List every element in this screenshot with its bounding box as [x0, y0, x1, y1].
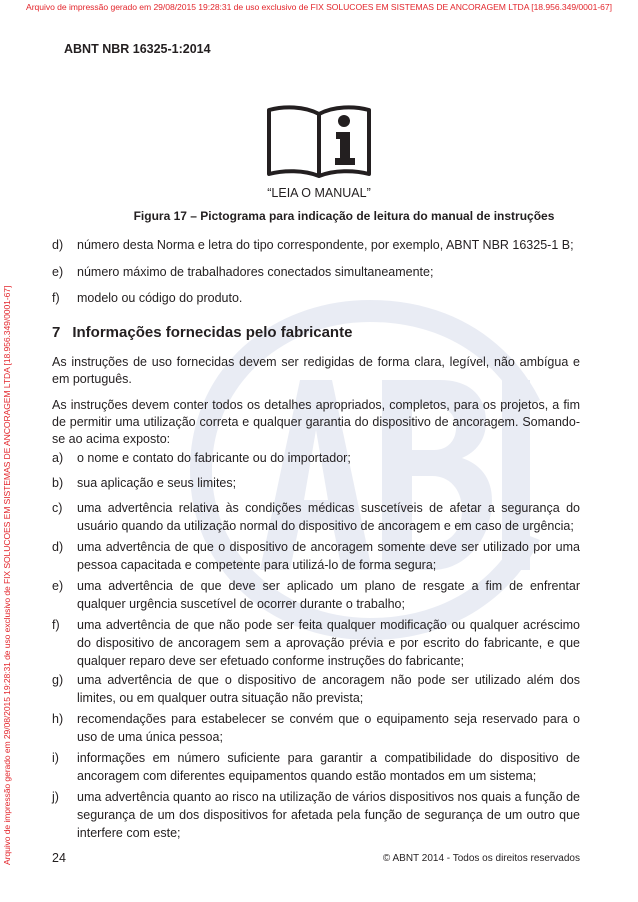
- list-item-text: número desta Norma e letra do tipo correspondente, por exemplo, ABNT NBR 16325-1 B;: [77, 238, 574, 252]
- list-item: [52, 449, 580, 467]
- list-item: [52, 671, 580, 707]
- document-id: ABNT NBR 16325-1:2014: [64, 42, 211, 56]
- list-item-text: uma advertência quanto ao risco na utilização de vários dispositivos nos quais a função de segurança de um dos dispositivos for afetada pela função de segurança de um outro que interfere com este;: [77, 790, 580, 840]
- figure-caption: Figura 17 – Pictograma para indicação de leitura do manual de instruções: [133, 209, 555, 223]
- list-item-label: e): [52, 579, 64, 593]
- list-item-label: c): [52, 501, 63, 515]
- page-number: 24: [52, 851, 66, 865]
- list-item-label: f): [52, 618, 60, 632]
- list-item: [52, 710, 580, 746]
- list-item-text: uma advertência de que não pode ser feita qualquer modificação ou qualquer acréscimo do dispositivo de ancoragem sem a aprovação prévia e por escrito do fabricante, e que qualquer reparo deve ser efetuado conforme instruções do fabricante;: [77, 618, 580, 668]
- copyright-notice: © ABNT 2014 - Todos os direitos reservados: [382, 853, 580, 864]
- section-heading: [52, 324, 352, 341]
- list-item: [52, 499, 580, 535]
- list-item-text: modelo ou código do produto.: [77, 291, 243, 305]
- list-item-label: d): [52, 540, 64, 554]
- list-item-label: i): [52, 751, 59, 765]
- list-item: [52, 289, 580, 307]
- body-paragraph: As instruções de uso fornecidas devem ser redigidas de forma clara, legível, não ambígua e em português.: [52, 355, 580, 386]
- list-item-label: e): [52, 265, 64, 279]
- open-book-with-info-icon: [266, 102, 372, 178]
- section-title: Informações fornecidas pelo fabricante: [72, 324, 353, 341]
- section-number: 7: [52, 324, 61, 341]
- list-item-label: g): [52, 673, 64, 687]
- list-item-label: f): [52, 291, 60, 305]
- list-item-label: b): [52, 476, 64, 490]
- list-item-text: uma advertência de que deve ser aplicado um plano de resgate a fim de enfrentar qualquer urgência suscetível de ocorrer durante o trabalho;: [77, 579, 580, 611]
- list-item: [52, 263, 580, 281]
- list-item-label: h): [52, 712, 64, 726]
- list-item-label: d): [52, 238, 64, 252]
- list-item-text: uma advertência relativa às condições médicas suscetíveis de afetar a segurança do usuário quando da utilização normal do dispositivo de ancoragem e em caso de urgência;: [77, 501, 580, 533]
- list-item: [52, 788, 580, 842]
- list-item: [52, 577, 580, 613]
- list-item-text: sua aplicação e seus limites;: [77, 476, 237, 490]
- list-item: [52, 236, 580, 254]
- list-item-text: recomendações para estabelecer se convém que o equipamento seja reservado para o uso de uma única pessoa;: [77, 712, 580, 744]
- body-paragraph: As instruções devem conter todos os detalhes apropriados, completos, para os projetos, a fim de permitir uma utilização correta e qualquer garantia do dispositivo de ancoragem. Somando-se ao acima exposto:: [52, 398, 580, 446]
- list-item-text: uma advertência de que o dispositivo de ancoragem somente deve ser utilizado por uma pessoa capacitada e competente para utilizá-lo de forma segura;: [77, 540, 580, 572]
- list-item-label: a): [52, 451, 64, 465]
- list-item-text: informações em número suficiente para garantir a compatibilidade do dispositivo de ancoragem com diferentes equipamentos quando estão montados em um sistema;: [77, 751, 580, 783]
- list-item-text: o nome e contato do fabricante ou do importador;: [77, 451, 351, 465]
- list-item-label: j): [52, 790, 59, 804]
- list-item: [52, 474, 580, 492]
- print-watermark-side: Arquivo de impressão gerado em 29/08/2015 19:28:31 de uso exclusivo de FIX SOLUCOES EM SISTEMAS DE ANCORAGEM LTDA [18.956.349/0001-67]: [2, 285, 12, 865]
- pictogram-caption-text: “LEIA O MANUAL”: [267, 186, 371, 200]
- list-item: [52, 616, 580, 670]
- print-watermark-top: Arquivo de impressão gerado em 29/08/2015 19:28:31 de uso exclusivo de FIX SOLUCOES EM SISTEMAS DE ANCORAGEM LTDA [18.956.349/0001-67]: [26, 2, 612, 12]
- list-item: [52, 749, 580, 785]
- list-item-text: uma advertência de que o dispositivo de ancoragem não pode ser utilizado além dos limites, ou em qualquer outra situação não prevista;: [77, 673, 580, 705]
- list-item: [52, 538, 580, 574]
- list-item-text: número máximo de trabalhadores conectados simultaneamente;: [77, 265, 434, 279]
